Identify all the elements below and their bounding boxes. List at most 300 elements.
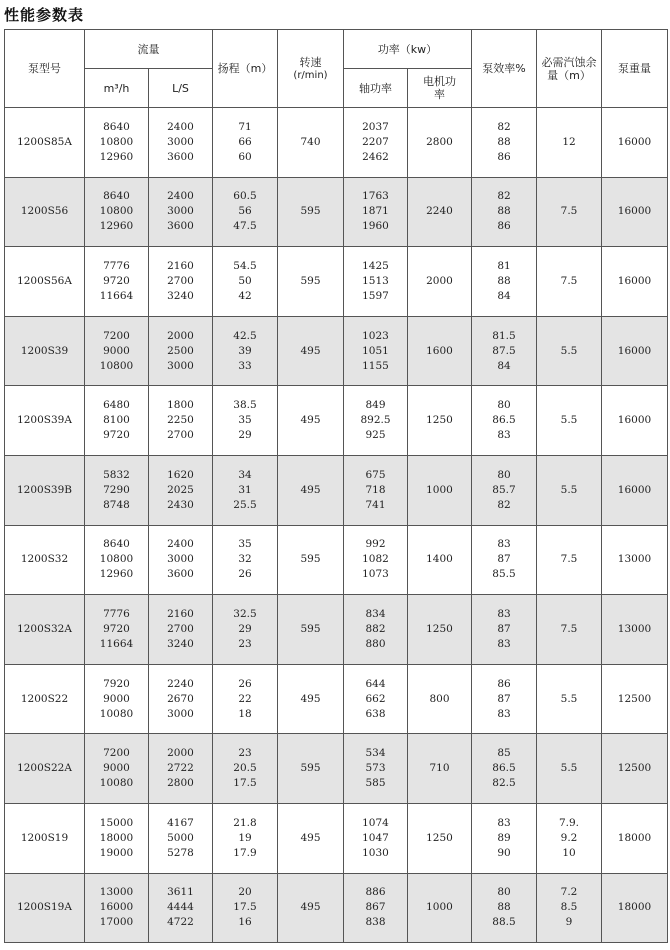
cell-value: 17.5 bbox=[233, 901, 257, 914]
cell-value: 992 bbox=[365, 538, 386, 551]
cell-value: 4167 bbox=[167, 816, 194, 829]
cell-head bbox=[213, 108, 278, 178]
cell-value: 8640 bbox=[103, 538, 130, 551]
header-model: 泵型号 bbox=[5, 30, 85, 108]
cell-value: 2430 bbox=[167, 498, 194, 511]
cell-value: 21.8 bbox=[233, 816, 257, 829]
cell-efficiency bbox=[472, 386, 537, 456]
cell-weight: 13000 bbox=[602, 525, 668, 595]
cell-value: 7.5 bbox=[560, 205, 578, 218]
cell-value: 573 bbox=[365, 762, 386, 775]
cell-value: 1047 bbox=[362, 831, 389, 844]
cell-speed: 495 bbox=[278, 803, 344, 873]
header-speed-label: 转速 bbox=[299, 55, 322, 69]
cell-npsh bbox=[537, 108, 602, 178]
cell-shaft-power bbox=[344, 108, 408, 178]
cell-value: 7.5 bbox=[560, 553, 578, 566]
cell-value: 834 bbox=[365, 607, 386, 620]
cell-speed: 495 bbox=[278, 386, 344, 456]
cell-value: 2240 bbox=[167, 677, 194, 690]
cell-value: 9000 bbox=[103, 762, 130, 775]
header-power: 功率（kw） bbox=[344, 30, 472, 69]
cell-value: 8.5 bbox=[560, 901, 578, 914]
cell-value: 7.9. bbox=[558, 816, 580, 829]
cell-speed: 495 bbox=[278, 316, 344, 386]
cell-value: 82.5 bbox=[492, 777, 516, 790]
cell-value: 35 bbox=[238, 414, 252, 427]
cell-npsh bbox=[537, 455, 602, 525]
cell-shaft-power bbox=[344, 595, 408, 665]
cell-motor-power: 2240 bbox=[408, 177, 472, 247]
cell-value: 85 bbox=[497, 747, 511, 760]
cell-value: 2400 bbox=[167, 120, 194, 133]
header-npsh: 必需汽蚀余量（m） bbox=[537, 30, 602, 108]
cell-value: 18 bbox=[238, 707, 252, 720]
cell-flow-m3h bbox=[85, 734, 149, 804]
cell-value: 12 bbox=[562, 135, 576, 148]
cell-flow-ls bbox=[149, 525, 213, 595]
table-row bbox=[5, 386, 668, 456]
cell-motor-power: 710 bbox=[408, 734, 472, 804]
cell-value: 5832 bbox=[103, 468, 130, 481]
cell-value: 5.5 bbox=[560, 483, 578, 496]
cell-value: 3600 bbox=[167, 150, 194, 163]
performance-table bbox=[4, 29, 668, 943]
cell-value: 26 bbox=[238, 568, 252, 581]
cell-value: 88 bbox=[497, 274, 511, 287]
cell-motor-power: 1250 bbox=[408, 595, 472, 665]
cell-flow-m3h bbox=[85, 525, 149, 595]
cell-model: 1200S39 bbox=[5, 316, 85, 386]
cell-value: 9720 bbox=[103, 274, 130, 287]
cell-efficiency bbox=[472, 316, 537, 386]
cell-value: 10080 bbox=[99, 777, 134, 790]
cell-value: 4444 bbox=[167, 901, 194, 914]
cell-shaft-power bbox=[344, 247, 408, 317]
cell-value: 585 bbox=[365, 777, 386, 790]
cell-value: 7200 bbox=[103, 747, 130, 760]
cell-value: 662 bbox=[365, 692, 386, 705]
cell-model: 1200S22A bbox=[5, 734, 85, 804]
header-flow: 流量 bbox=[85, 30, 213, 69]
cell-value: 87 bbox=[497, 553, 511, 566]
cell-value: 1871 bbox=[362, 205, 389, 218]
cell-head bbox=[213, 177, 278, 247]
cell-value: 675 bbox=[365, 468, 386, 481]
cell-speed: 495 bbox=[278, 455, 344, 525]
table-row bbox=[5, 803, 668, 873]
cell-value: 42 bbox=[238, 289, 252, 302]
cell-value: 886 bbox=[365, 886, 386, 899]
table-row bbox=[5, 177, 668, 247]
cell-flow-ls bbox=[149, 386, 213, 456]
cell-flow-m3h bbox=[85, 873, 149, 943]
cell-value: 60.5 bbox=[233, 190, 257, 203]
cell-value: 880 bbox=[365, 637, 386, 650]
cell-npsh bbox=[537, 803, 602, 873]
cell-value: 8640 bbox=[103, 120, 130, 133]
cell-value: 7.2 bbox=[560, 886, 578, 899]
cell-value: 3000 bbox=[167, 553, 194, 566]
cell-npsh bbox=[537, 525, 602, 595]
cell-value: 7.5 bbox=[560, 622, 578, 635]
cell-value: 3000 bbox=[167, 135, 194, 148]
cell-npsh bbox=[537, 873, 602, 943]
cell-value: 5.5 bbox=[560, 762, 578, 775]
cell-value: 9.2 bbox=[560, 831, 578, 844]
cell-value: 54.5 bbox=[233, 259, 257, 272]
cell-efficiency bbox=[472, 525, 537, 595]
table-row bbox=[5, 525, 668, 595]
cell-value: 2160 bbox=[167, 607, 194, 620]
cell-value: 89 bbox=[497, 831, 511, 844]
cell-npsh bbox=[537, 386, 602, 456]
cell-model: 1200S39B bbox=[5, 455, 85, 525]
cell-value: 3611 bbox=[167, 886, 194, 899]
header-head: 扬程（m） bbox=[213, 30, 278, 108]
cell-value: 2500 bbox=[167, 344, 194, 357]
cell-motor-power: 2800 bbox=[408, 108, 472, 178]
cell-value: 86.5 bbox=[492, 762, 516, 775]
cell-value: 86 bbox=[497, 220, 511, 233]
cell-npsh bbox=[537, 316, 602, 386]
cell-model: 1200S56 bbox=[5, 177, 85, 247]
cell-weight: 18000 bbox=[602, 803, 668, 873]
cell-flow-m3h bbox=[85, 803, 149, 873]
cell-value: 1597 bbox=[362, 289, 389, 302]
cell-value: 19000 bbox=[99, 846, 134, 859]
cell-shaft-power bbox=[344, 455, 408, 525]
cell-weight: 16000 bbox=[602, 247, 668, 317]
cell-value: 88 bbox=[497, 205, 511, 218]
cell-value: 90 bbox=[497, 846, 511, 859]
cell-efficiency bbox=[472, 247, 537, 317]
cell-motor-power: 1000 bbox=[408, 873, 472, 943]
cell-value: 5.5 bbox=[560, 414, 578, 427]
cell-weight: 16000 bbox=[602, 108, 668, 178]
cell-value: 2400 bbox=[167, 538, 194, 551]
cell-flow-ls bbox=[149, 108, 213, 178]
cell-value: 60 bbox=[238, 150, 252, 163]
cell-value: 10800 bbox=[99, 205, 134, 218]
cell-value: 1620 bbox=[167, 468, 194, 481]
cell-value: 2400 bbox=[167, 190, 194, 203]
cell-flow-m3h bbox=[85, 386, 149, 456]
cell-value: 34 bbox=[238, 468, 252, 481]
cell-head bbox=[213, 386, 278, 456]
cell-npsh bbox=[537, 177, 602, 247]
cell-shaft-power bbox=[344, 734, 408, 804]
table-row bbox=[5, 247, 668, 317]
cell-efficiency bbox=[472, 803, 537, 873]
cell-value: 82 bbox=[497, 498, 511, 511]
cell-value: 66 bbox=[238, 135, 252, 148]
cell-head bbox=[213, 873, 278, 943]
cell-value: 2207 bbox=[362, 135, 389, 148]
cell-value: 82 bbox=[497, 120, 511, 133]
cell-value: 84 bbox=[497, 359, 511, 372]
cell-value: 9000 bbox=[103, 344, 130, 357]
cell-value: 20 bbox=[238, 886, 252, 899]
cell-value: 2462 bbox=[362, 150, 389, 163]
cell-weight: 16000 bbox=[602, 386, 668, 456]
cell-shaft-power bbox=[344, 525, 408, 595]
header-shaft-power: 轴功率 bbox=[344, 69, 408, 108]
cell-efficiency bbox=[472, 177, 537, 247]
cell-model: 1200S32 bbox=[5, 525, 85, 595]
cell-value: 18000 bbox=[99, 831, 134, 844]
cell-value: 35 bbox=[238, 538, 252, 551]
cell-value: 741 bbox=[365, 498, 386, 511]
cell-weight: 18000 bbox=[602, 873, 668, 943]
cell-value: 88 bbox=[497, 135, 511, 148]
cell-flow-m3h bbox=[85, 316, 149, 386]
cell-value: 10080 bbox=[99, 707, 134, 720]
cell-value: 39 bbox=[238, 344, 252, 357]
table-row bbox=[5, 873, 668, 943]
cell-shaft-power bbox=[344, 803, 408, 873]
cell-efficiency bbox=[472, 595, 537, 665]
cell-value: 1155 bbox=[362, 359, 389, 372]
table-row bbox=[5, 595, 668, 665]
cell-flow-m3h bbox=[85, 595, 149, 665]
cell-value: 534 bbox=[365, 747, 386, 760]
cell-flow-m3h bbox=[85, 247, 149, 317]
cell-value: 7.5 bbox=[560, 274, 578, 287]
cell-value: 83 bbox=[497, 607, 511, 620]
cell-motor-power: 800 bbox=[408, 664, 472, 734]
cell-weight: 16000 bbox=[602, 316, 668, 386]
cell-value: 849 bbox=[365, 399, 386, 412]
cell-value: 83 bbox=[497, 637, 511, 650]
cell-value: 80 bbox=[497, 399, 511, 412]
cell-model: 1200S19A bbox=[5, 873, 85, 943]
cell-value: 3240 bbox=[167, 289, 194, 302]
cell-value: 10 bbox=[562, 846, 576, 859]
cell-efficiency bbox=[472, 455, 537, 525]
cell-value: 80 bbox=[497, 886, 511, 899]
cell-head bbox=[213, 247, 278, 317]
cell-efficiency bbox=[472, 734, 537, 804]
cell-shaft-power bbox=[344, 316, 408, 386]
cell-value: 3000 bbox=[167, 707, 194, 720]
cell-value: 2000 bbox=[167, 329, 194, 342]
cell-value: 56 bbox=[238, 205, 252, 218]
cell-value: 6480 bbox=[103, 399, 130, 412]
cell-value: 50 bbox=[238, 274, 252, 287]
cell-weight: 13000 bbox=[602, 595, 668, 665]
cell-model: 1200S22 bbox=[5, 664, 85, 734]
cell-value: 5000 bbox=[167, 831, 194, 844]
cell-value: 1073 bbox=[362, 568, 389, 581]
cell-value: 2160 bbox=[167, 259, 194, 272]
cell-value: 83 bbox=[497, 538, 511, 551]
cell-value: 925 bbox=[365, 429, 386, 442]
cell-shaft-power bbox=[344, 873, 408, 943]
cell-value: 84 bbox=[497, 289, 511, 302]
cell-value: 23 bbox=[238, 747, 252, 760]
header-row-primary bbox=[5, 30, 668, 69]
cell-value: 82 bbox=[497, 190, 511, 203]
cell-value: 2800 bbox=[167, 777, 194, 790]
cell-flow-m3h bbox=[85, 664, 149, 734]
cell-value: 17000 bbox=[99, 916, 134, 929]
cell-flow-ls bbox=[149, 803, 213, 873]
cell-model: 1200S39A bbox=[5, 386, 85, 456]
cell-value: 19 bbox=[238, 831, 252, 844]
cell-value: 10800 bbox=[99, 135, 134, 148]
cell-speed: 595 bbox=[278, 595, 344, 665]
header-speed-unit: (r/min) bbox=[293, 69, 328, 81]
cell-head bbox=[213, 316, 278, 386]
cell-value: 2700 bbox=[167, 429, 194, 442]
cell-value: 80 bbox=[497, 468, 511, 481]
cell-flow-ls bbox=[149, 873, 213, 943]
cell-value: 8100 bbox=[103, 414, 130, 427]
cell-flow-ls bbox=[149, 734, 213, 804]
cell-value: 22 bbox=[238, 692, 252, 705]
cell-motor-power: 1250 bbox=[408, 803, 472, 873]
cell-value: 29 bbox=[238, 429, 252, 442]
cell-value: 83 bbox=[497, 707, 511, 720]
cell-value: 3600 bbox=[167, 220, 194, 233]
cell-value: 638 bbox=[365, 707, 386, 720]
cell-flow-ls bbox=[149, 177, 213, 247]
cell-value: 3000 bbox=[167, 359, 194, 372]
header-speed bbox=[278, 30, 344, 108]
cell-value: 87.5 bbox=[492, 344, 516, 357]
cell-value: 7290 bbox=[103, 483, 130, 496]
cell-efficiency bbox=[472, 108, 537, 178]
cell-value: 12960 bbox=[99, 150, 134, 163]
cell-value: 1513 bbox=[362, 274, 389, 287]
cell-value: 2000 bbox=[167, 747, 194, 760]
cell-value: 867 bbox=[365, 901, 386, 914]
cell-shaft-power bbox=[344, 664, 408, 734]
cell-model: 1200S56A bbox=[5, 247, 85, 317]
cell-value: 17.9 bbox=[233, 846, 257, 859]
header-flow-m3h: m³/h bbox=[85, 69, 149, 108]
table-row bbox=[5, 455, 668, 525]
cell-model: 1200S32A bbox=[5, 595, 85, 665]
cell-value: 7776 bbox=[103, 259, 130, 272]
cell-weight: 12500 bbox=[602, 734, 668, 804]
cell-value: 83 bbox=[497, 816, 511, 829]
cell-motor-power: 1400 bbox=[408, 525, 472, 595]
cell-value: 42.5 bbox=[233, 329, 257, 342]
cell-speed: 595 bbox=[278, 525, 344, 595]
cell-value: 11664 bbox=[99, 289, 134, 302]
cell-weight: 16000 bbox=[602, 455, 668, 525]
cell-efficiency bbox=[472, 873, 537, 943]
table-row bbox=[5, 664, 668, 734]
cell-value: 38.5 bbox=[233, 399, 257, 412]
cell-value: 7776 bbox=[103, 607, 130, 620]
cell-motor-power: 2000 bbox=[408, 247, 472, 317]
cell-value: 29 bbox=[238, 622, 252, 635]
cell-value: 9720 bbox=[103, 622, 130, 635]
cell-value: 2250 bbox=[167, 414, 194, 427]
cell-shaft-power bbox=[344, 386, 408, 456]
cell-head bbox=[213, 734, 278, 804]
cell-value: 31 bbox=[238, 483, 252, 496]
cell-value: 20.5 bbox=[233, 762, 257, 775]
cell-value: 13000 bbox=[99, 886, 134, 899]
cell-model: 1200S19 bbox=[5, 803, 85, 873]
table-body bbox=[5, 108, 668, 943]
cell-value: 4722 bbox=[167, 916, 194, 929]
cell-value: 32.5 bbox=[233, 607, 257, 620]
cell-speed: 595 bbox=[278, 734, 344, 804]
cell-motor-power: 1600 bbox=[408, 316, 472, 386]
cell-value: 9 bbox=[565, 916, 573, 929]
cell-npsh bbox=[537, 247, 602, 317]
cell-value: 7920 bbox=[103, 677, 130, 690]
cell-value: 5.5 bbox=[560, 344, 578, 357]
cell-value: 1425 bbox=[362, 259, 389, 272]
cell-value: 2700 bbox=[167, 274, 194, 287]
cell-value: 16000 bbox=[99, 901, 134, 914]
cell-speed: 495 bbox=[278, 873, 344, 943]
cell-flow-m3h bbox=[85, 455, 149, 525]
cell-value: 86 bbox=[497, 150, 511, 163]
cell-value: 2037 bbox=[362, 120, 389, 133]
page-title: 性能参数表 bbox=[4, 6, 85, 24]
cell-value: 85.5 bbox=[492, 568, 516, 581]
cell-shaft-power bbox=[344, 177, 408, 247]
table-row bbox=[5, 108, 668, 178]
cell-efficiency bbox=[472, 664, 537, 734]
header-efficiency: 泵效率% bbox=[472, 30, 537, 108]
cell-value: 88.5 bbox=[492, 916, 516, 929]
cell-value: 644 bbox=[365, 677, 386, 690]
cell-value: 882 bbox=[365, 622, 386, 635]
cell-value: 71 bbox=[238, 120, 252, 133]
cell-value: 33 bbox=[238, 359, 252, 372]
table-row bbox=[5, 316, 668, 386]
cell-value: 1023 bbox=[362, 329, 389, 342]
cell-value: 16 bbox=[238, 916, 252, 929]
cell-value: 10800 bbox=[99, 359, 134, 372]
cell-value: 1074 bbox=[362, 816, 389, 829]
cell-speed: 595 bbox=[278, 247, 344, 317]
cell-value: 81 bbox=[497, 259, 511, 272]
cell-value: 892.5 bbox=[360, 414, 391, 427]
cell-value: 32 bbox=[238, 553, 252, 566]
header-flow-ls: L/S bbox=[149, 69, 213, 108]
cell-value: 1800 bbox=[167, 399, 194, 412]
cell-value: 5278 bbox=[167, 846, 194, 859]
cell-value: 15000 bbox=[99, 816, 134, 829]
cell-head bbox=[213, 664, 278, 734]
cell-head bbox=[213, 525, 278, 595]
cell-value: 3000 bbox=[167, 205, 194, 218]
cell-value: 1763 bbox=[362, 190, 389, 203]
cell-value: 9000 bbox=[103, 692, 130, 705]
cell-speed: 595 bbox=[278, 177, 344, 247]
cell-model: 1200S85A bbox=[5, 108, 85, 178]
cell-weight: 16000 bbox=[602, 177, 668, 247]
cell-value: 1960 bbox=[362, 220, 389, 233]
cell-flow-m3h bbox=[85, 177, 149, 247]
cell-head bbox=[213, 803, 278, 873]
cell-value: 12960 bbox=[99, 220, 134, 233]
header-weight: 泵重量 bbox=[602, 30, 668, 108]
cell-npsh bbox=[537, 734, 602, 804]
cell-head bbox=[213, 595, 278, 665]
cell-flow-ls bbox=[149, 664, 213, 734]
cell-value: 81.5 bbox=[492, 329, 516, 342]
